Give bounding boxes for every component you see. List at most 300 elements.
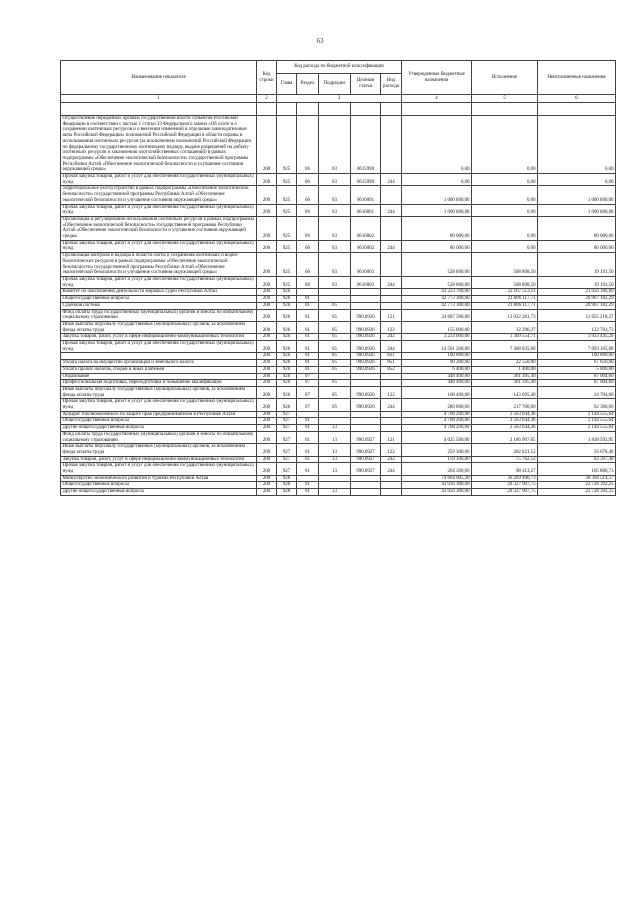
row-chapter: 927 (277, 444, 297, 456)
row-name: Закупка товаров, работ, услуг в сфере информационно-коммуникационных технологий (61, 456, 257, 463)
row-line-code: 200 (257, 463, 277, 475)
row-name: Судебная система (61, 302, 257, 309)
row-approved: 6 400,00 (402, 366, 472, 373)
table-row (61, 373, 616, 380)
row-subsection: 03 (319, 276, 351, 288)
row-unexecuted: 22 728 392,25 (538, 489, 616, 496)
row-line-code: 200 (257, 186, 277, 204)
row-expense-type: 831 (381, 353, 402, 360)
row-target: 990.0926 (351, 386, 381, 398)
row-subsection (319, 418, 351, 425)
row-line-code: 200 (257, 216, 277, 240)
row-unexecuted: 165 886,73 (538, 463, 616, 475)
row-unexecuted: 62 300,00 (538, 399, 616, 411)
row-unexecuted: 56 678,48 (538, 444, 616, 456)
row-name: Прочая закупка товаров, работ и услуг для обеспечения государственных (муниципальных) нужд (61, 174, 257, 186)
row-target (351, 489, 381, 496)
table-row (61, 399, 616, 411)
header-section: Раздел (297, 74, 319, 95)
row-name: Прочая закупка товаров, работ и услуг для обеспечения государственных (муниципальных) нужд (61, 276, 257, 288)
table-row (61, 289, 616, 296)
row-approved: 43 056 300,00 (402, 482, 472, 489)
table-row (61, 431, 616, 443)
row-section: 06 (297, 240, 319, 252)
row-target: 0616002 (351, 240, 381, 252)
row-unexecuted: 11 655 218,27 (538, 309, 616, 321)
row-name: Фонд оплаты труда государственных (муниципальных) органов и взносы по обязательному социальному страхованию (61, 431, 257, 443)
row-section: 06 (297, 276, 319, 288)
row-subsection (319, 373, 351, 380)
table-row (61, 489, 616, 496)
header-target: Целевая статья (351, 74, 381, 95)
header-executed: Исполнение (472, 61, 538, 95)
row-name: Организация и регулирование использования охотничьих ресурсов в рамках подпрограммы «Обеспечение экологической безопасности» государственной программы Республики Алтай «Обеспечение экологической безопасности и улучшение состояния окружающей среды» (61, 216, 257, 240)
header-chapter: Глава (277, 74, 297, 95)
spacer-cell (472, 103, 538, 116)
row-approved: 159 100,00 (402, 456, 472, 463)
spacer-cell (257, 103, 277, 116)
row-target: 0615990 (351, 116, 381, 174)
header-subsection: Подраздел (319, 74, 351, 95)
row-chapter: 926 (277, 341, 297, 353)
row-approved: 0,00 (402, 116, 472, 174)
row-expense-type: 244 (381, 463, 402, 475)
row-expense-type (381, 482, 402, 489)
table-row (61, 216, 616, 240)
row-line-code: 200 (257, 431, 277, 443)
row-line-code: 200 (257, 116, 277, 174)
row-chapter: 926 (277, 334, 297, 341)
row-executed: 0,00 (472, 174, 538, 186)
row-line-code: 200 (257, 174, 277, 186)
row-target: 990.0926 (351, 366, 381, 373)
row-expense-type (381, 475, 402, 482)
row-subsection: 13 (319, 489, 351, 496)
row-line-code: 200 (257, 289, 277, 296)
row-unexecuted: 122 703,73 (538, 321, 616, 333)
row-subsection: 03 (319, 174, 351, 186)
table-row (61, 321, 616, 333)
row-chapter: 926 (277, 386, 297, 398)
row-chapter: 926 (277, 296, 297, 303)
row-subsection: 13 (319, 425, 351, 432)
row-executed: 20 327 907,75 (472, 482, 538, 489)
row-expense-type: 242 (381, 334, 402, 341)
row-executed: 32 296,27 (472, 321, 538, 333)
row-executed (472, 353, 538, 360)
row-approved: 155 000,00 (402, 321, 472, 333)
row-target: 990.0927 (351, 431, 381, 443)
row-name: Аппарат Уполномоченного по защите прав предпринимателей в Республике Алтай (61, 411, 257, 418)
row-expense-type: 121 (381, 309, 402, 321)
row-section: 01 (297, 431, 319, 443)
table-row (61, 418, 616, 425)
row-target (351, 373, 381, 380)
col-number: 5 (472, 95, 538, 103)
row-expense-type (381, 373, 402, 380)
row-executed: 0,00 (472, 216, 538, 240)
row-approved: 4 708 200,00 (402, 411, 472, 418)
row-name: Прочая закупка товаров, работ и услуг для обеспечения государственных (муниципальных) нужд (61, 204, 257, 216)
row-name: Иные выплаты персоналу государственных (муниципальных) органов, за исключением фонда оплаты труда (61, 386, 257, 398)
row-subsection: 05 (319, 302, 351, 309)
row-approved: 264 300,00 (402, 463, 472, 475)
row-chapter: 928 (277, 482, 297, 489)
row-executed: 217 700,00 (472, 399, 538, 411)
row-subsection: 05 (319, 399, 351, 411)
row-approved: 168 400,00 (402, 386, 472, 398)
row-expense-type (381, 186, 402, 204)
row-executed: 1 309 554,71 (472, 334, 538, 341)
row-executed: 21 806 117,71 (472, 296, 538, 303)
row-unexecuted: 1 000 000,00 (538, 204, 616, 216)
row-chapter: 926 (277, 380, 297, 387)
row-approved: 24 687 500,00 (402, 309, 472, 321)
row-subsection: 03 (319, 204, 351, 216)
row-section: 01 (297, 296, 319, 303)
row-subsection: 05 (319, 380, 351, 387)
row-executed: 75 702,52 (472, 456, 538, 463)
row-section: 06 (297, 204, 319, 216)
row-chapter: 928 (277, 475, 297, 482)
table-row (61, 386, 616, 398)
row-name: Другие общегосударственные вопросы (61, 425, 257, 432)
header-budget-code: Код расхода по бюджетной классификации (277, 61, 402, 74)
row-approved: 42 773 300,00 (402, 296, 472, 303)
row-section: 01 (297, 463, 319, 475)
row-unexecuted: 1 923 445,29 (538, 334, 616, 341)
row-unexecuted: 19 191,50 (538, 253, 616, 277)
row-section: 01 (297, 360, 319, 367)
row-name: Фонд оплаты труда государственных (муниципальных) органов и взносы по обязательному социальному страхованию (61, 309, 257, 321)
row-chapter: 927 (277, 463, 297, 475)
row-target: 0616003 (351, 253, 381, 277)
row-section: 01 (297, 353, 319, 360)
row-target: 990.0926 (351, 334, 381, 341)
row-approved: 1 000 000,00 (402, 186, 472, 204)
table-body (61, 103, 616, 496)
row-name: Уплата налога на имущество организаций и земельного налога (61, 360, 257, 367)
row-unexecuted: 0,00 (538, 116, 616, 174)
row-executed: 7 408 035,00 (472, 341, 538, 353)
row-unexecuted: 2 144 555,64 (538, 425, 616, 432)
row-expense-type (381, 489, 402, 496)
row-executed: 361 395,40 (472, 380, 538, 387)
row-name: Уплата прочих налогов, сборов и иных платежей (61, 366, 257, 373)
row-target (351, 482, 381, 489)
row-name: Прочая закупка товаров, работ и услуг для обеспечения государственных (муниципальных) нужд (61, 399, 257, 411)
row-unexecuted: 0,00 (538, 174, 616, 186)
row-executed: 2 186 907,05 (472, 431, 538, 443)
row-approved: 43 056 300,00 (402, 489, 472, 496)
spacer-row (61, 103, 616, 116)
row-section: 07 (297, 380, 319, 387)
row-target (351, 475, 381, 482)
row-section: 01 (297, 341, 319, 353)
row-section (297, 475, 319, 482)
row-name: Осуществление переданных органам государственной власти субъектов Российской Федерации в соответствии с частью 1 статьи 33 Федерального закона «Об охоте и о сохранении охотничьих ресурсов и о внесении изменений в отдельные законодательные акты Российской Федерации» полномочий Российской Федерации в области охраны и использования охотничьих ресурсов (за исключением полномочий Российской Федерации по федеральному государственному охотничьему надзору, выдаче разрешений на добычу охотничьих ресурсов и заключению охотхозяйственных соглашений) в рамках подпрограммы «Обеспечение экологической безопасности» государственной программы Республики Алтай «Обеспечение экологической безопасности и улучшение состояния окружающей среды» (61, 116, 257, 174)
row-unexecuted: 100 000,00 (538, 353, 616, 360)
row-expense-type: 852 (381, 366, 402, 373)
table-row (61, 411, 616, 418)
row-unexecuted: 87 004,60 (538, 373, 616, 380)
row-expense-type (381, 380, 402, 387)
row-target: 990.0926 (351, 341, 381, 353)
row-line-code: 200 (257, 253, 277, 277)
row-chapter: 925 (277, 253, 297, 277)
row-unexecuted: 20 967 182,29 (538, 296, 616, 303)
row-name: Министерство экономического развития и туризма Республики Алтай (61, 475, 257, 482)
header-row (61, 61, 616, 74)
row-name: Прочая закупка товаров, работ и услуг для обеспечения государственных (муниципальных) нужд (61, 341, 257, 353)
table-row (61, 253, 616, 277)
row-unexecuted: 1 838 592,95 (538, 431, 616, 443)
row-line-code: 200 (257, 411, 277, 418)
row-approved: 0,00 (402, 174, 472, 186)
row-expense-type: 244 (381, 399, 402, 411)
row-subsection (319, 475, 351, 482)
row-target: 990.0926 (351, 399, 381, 411)
row-chapter: 927 (277, 425, 297, 432)
row-target (351, 289, 381, 296)
table-row (61, 186, 616, 204)
row-executed: 508 808,50 (472, 276, 538, 288)
row-subsection: 05 (319, 341, 351, 353)
table-row (61, 456, 616, 463)
row-target: 990.0927 (351, 463, 381, 475)
row-chapter: 926 (277, 399, 297, 411)
table-row (61, 425, 616, 432)
row-target (351, 302, 381, 309)
row-unexecuted: 83 397,48 (538, 456, 616, 463)
row-executed: 143 695,40 (472, 386, 538, 398)
row-name: Территориальное охотоустройство в рамках подпрограммы «Обеспечение экологической безопасности» государственной программы Республики Алтай «Обеспечение экологической безопасности и улучшение состояния окружающей среды» (61, 186, 257, 204)
header-approved: Утвержденные бюджетные назначения (402, 61, 472, 95)
row-approved: 4 025 500,00 (402, 431, 472, 443)
row-executed: 36 269 490,73 (472, 475, 538, 482)
row-chapter: 925 (277, 204, 297, 216)
row-expense-type (381, 253, 402, 277)
row-target: 0616003 (351, 276, 381, 288)
row-subsection: 05 (319, 334, 351, 341)
row-subsection (319, 296, 351, 303)
row-target: 990.0926 (351, 360, 381, 367)
row-section: 01 (297, 334, 319, 341)
row-executed: 0,00 (472, 186, 538, 204)
row-line-code: 200 (257, 489, 277, 496)
row-approved: 14 501 200,00 (402, 341, 472, 353)
header-expense-type: Вид расхода (381, 74, 402, 95)
row-subsection: 05 (319, 321, 351, 333)
row-approved: 259 300,00 (402, 444, 472, 456)
row-name: Закупка товаров, работ, услуг в сфере информационно-коммуникационных технологий (61, 334, 257, 341)
row-name: Образование (61, 373, 257, 380)
row-approved: 448 400,00 (402, 380, 472, 387)
row-chapter: 925 (277, 174, 297, 186)
row-line-code: 200 (257, 321, 277, 333)
row-executed: 0,00 (472, 240, 538, 252)
row-chapter: 925 (277, 276, 297, 288)
row-approved: 448 400,00 (402, 373, 472, 380)
row-name: Общегосударственные вопросы (61, 482, 257, 489)
row-line-code: 200 (257, 386, 277, 398)
row-section: 07 (297, 386, 319, 398)
row-chapter: 928 (277, 489, 297, 496)
row-line-code: 200 (257, 353, 277, 360)
col-number: 4 (402, 95, 472, 103)
row-executed: 21 806 117,71 (472, 302, 538, 309)
row-expense-type (381, 411, 402, 418)
row-name: Организация контроля и надзора в области охоты и сохранения охотничьих и водно-биологических ресурсов в рамках подпрограммы «Обеспечение экологической безопасности» государственной программы Республики Алтай «Обеспечение экологической безопасности и улучшение состояния окружающей среды» (61, 253, 257, 277)
row-expense-type (381, 425, 402, 432)
row-subsection: 03 (319, 240, 351, 252)
row-line-code: 200 (257, 418, 277, 425)
row-name: Прочая закупка товаров, работ и услуг для обеспечения государственных (муниципальных) нужд (61, 240, 257, 252)
row-target: 990.0926 (351, 321, 381, 333)
spacer-cell (402, 103, 472, 116)
row-chapter: 926 (277, 373, 297, 380)
row-unexecuted: 2 144 555,64 (538, 418, 616, 425)
header-unexecuted: Неисполненные назначения (538, 61, 616, 95)
row-line-code: 200 (257, 475, 277, 482)
row-line-code: 200 (257, 341, 277, 353)
row-chapter: 927 (277, 456, 297, 463)
row-chapter: 926 (277, 353, 297, 360)
row-target: 0616001 (351, 204, 381, 216)
header-line-code: Код строки (257, 61, 277, 95)
row-unexecuted: 19 191,50 (538, 276, 616, 288)
row-line-code: 200 (257, 276, 277, 288)
row-target (351, 425, 381, 432)
row-subsection: 05 (319, 386, 351, 398)
row-name: Иные выплаты персоналу государственных (муниципальных) органов, за исключением фонда оплаты труда (61, 321, 257, 333)
row-section: 01 (297, 425, 319, 432)
row-expense-type: 244 (381, 341, 402, 353)
row-section: 01 (297, 482, 319, 489)
row-unexecuted: 5 000,00 (538, 366, 616, 373)
table-row (61, 309, 616, 321)
row-line-code: 200 (257, 309, 277, 321)
row-executed: 202 621,52 (472, 444, 538, 456)
row-approved: 4 708 200,00 (402, 425, 472, 432)
row-name: Прочая закупка товаров, работ и услуг для обеспечения государственных (муниципальных) нужд (61, 463, 257, 475)
row-name: Иные выплаты персоналу государственных (муниципальных) органов, за исключением фонда оплаты труда (61, 444, 257, 456)
row-name: Другие общегосударственные вопросы (61, 489, 257, 496)
row-unexecuted: 24 704,60 (538, 386, 616, 398)
row-section: 06 (297, 186, 319, 204)
row-line-code: 200 (257, 456, 277, 463)
row-unexecuted: 7 093 165,00 (538, 341, 616, 353)
row-chapter: 925 (277, 216, 297, 240)
row-target: 990.0927 (351, 444, 381, 456)
spacer-cell (381, 103, 402, 116)
row-executed: 22 167 513,11 (472, 289, 538, 296)
row-subsection: 03 (319, 186, 351, 204)
row-approved: 1 000 000,00 (402, 204, 472, 216)
row-expense-type: 244 (381, 240, 402, 252)
row-chapter: 925 (277, 186, 297, 204)
row-executed: 361 395,40 (472, 373, 538, 380)
table-row (61, 276, 616, 288)
table-row (61, 366, 616, 373)
table-row (61, 296, 616, 303)
row-subsection: 13 (319, 463, 351, 475)
row-approved: 80 000,00 (402, 240, 472, 252)
row-approved: 90 200,00 (402, 360, 472, 367)
row-approved: 3 233 000,00 (402, 334, 472, 341)
row-expense-type: 122 (381, 386, 402, 398)
row-subsection: 13 (319, 431, 351, 443)
row-subsection: 13 (319, 444, 351, 456)
table-row (61, 463, 616, 475)
row-section: 06 (297, 216, 319, 240)
table-row (61, 302, 616, 309)
row-target: 0616001 (351, 186, 381, 204)
row-target: 0616002 (351, 216, 381, 240)
row-line-code: 200 (257, 373, 277, 380)
row-subsection: 05 (319, 366, 351, 373)
row-approved: 100 000,00 (402, 353, 472, 360)
row-executed: 508 808,50 (472, 253, 538, 277)
row-target: 990.0926 (351, 353, 381, 360)
row-executed: 13 032 281,73 (472, 309, 538, 321)
row-line-code: 200 (257, 425, 277, 432)
row-approved: 280 000,00 (402, 399, 472, 411)
row-line-code: 200 (257, 444, 277, 456)
row-expense-type: 244 (381, 204, 402, 216)
row-executed: 2 563 644,36 (472, 411, 538, 418)
row-line-code: 200 (257, 380, 277, 387)
row-unexecuted: 21 056 186,89 (538, 289, 616, 296)
row-subsection: 05 (319, 353, 351, 360)
row-subsection (319, 482, 351, 489)
row-name: Общегосударственные вопросы (61, 418, 257, 425)
row-approved: 80 000,00 (402, 216, 472, 240)
row-unexecuted: 22 728 392,25 (538, 482, 616, 489)
spacer-cell (538, 103, 616, 116)
page-number: 63 (316, 37, 324, 45)
row-expense-type (381, 418, 402, 425)
row-expense-type: 121 (381, 431, 402, 443)
row-target (351, 418, 381, 425)
table-row (61, 204, 616, 216)
table-row (61, 341, 616, 353)
row-expense-type: 244 (381, 174, 402, 186)
row-chapter: 927 (277, 431, 297, 443)
row-approved: 528 000,00 (402, 253, 472, 277)
row-approved: 74 664 005,30 (402, 475, 472, 482)
header-name: Наименование показателя (61, 61, 257, 95)
row-executed: 2 563 644,36 (472, 425, 538, 432)
row-line-code: 200 (257, 334, 277, 341)
row-section: 06 (297, 253, 319, 277)
row-unexecuted: 80 000,00 (538, 216, 616, 240)
row-section: 01 (297, 302, 319, 309)
budget-execution-table (60, 60, 616, 496)
row-line-code: 200 (257, 302, 277, 309)
spacer-cell (61, 103, 257, 116)
row-executed: 20 327 907,75 (472, 489, 538, 496)
col-number: 2 (257, 95, 277, 103)
row-executed: 1 400,00 (472, 366, 538, 373)
row-subsection (319, 289, 351, 296)
row-section: 01 (297, 444, 319, 456)
row-subsection: 03 (319, 253, 351, 277)
row-name: Комитет по обеспечению деятельности мировых судей Республики Алтай (61, 289, 257, 296)
row-executed: 0,00 (472, 204, 538, 216)
row-approved: 42 773 300,00 (402, 302, 472, 309)
row-target: 990.0926 (351, 309, 381, 321)
